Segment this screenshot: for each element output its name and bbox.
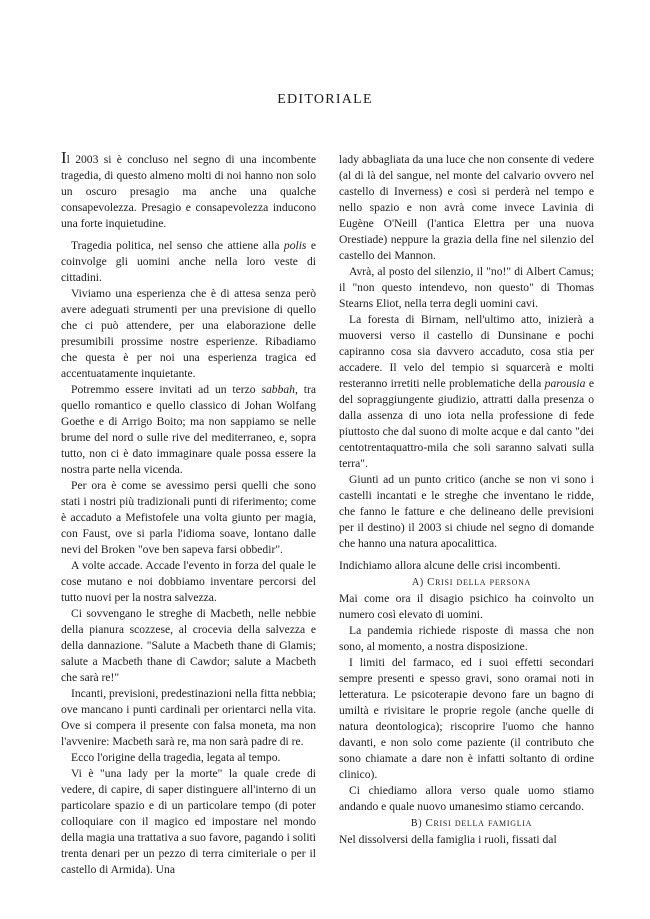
paragraph: Incanti, previsioni, predestinazioni nella fitta nebbia; ove mancano i punti cardinali per orientarci nella vita. Ove si compera il presente con falsa moneta, ma non l'avvenire: Macbeth sarà re, ma non sarà padre di re.: [61, 687, 316, 748]
paragraph: Viviamo una esperienza che è di attesa senza però avere adeguati strumenti per una previsione di quello che ci può attendere, per una elaborazione delle presumibili prossime nostre esperienze. Ribadiamo che questa è per noi una esperienza tragica ed accentuatamente inquietante.: [61, 287, 316, 380]
paragraph: I limiti del farmaco, ed i suoi effetti secondari sempre presenti e spesso gravi, sono oramai noti in letteratura. Le psicoterapie devono fare un bagno di umiltà e rivisitare le proprie regole (anche quelle di natura deontologica); riscoprire l'uomo che hanno davanti, e non solo come paziente (il contributo che sono chiamate a dare non è infatti soltanto di ordine clinico).: [339, 656, 594, 781]
paragraph: Ecco l'origine della tragedia, legata al tempo.: [71, 751, 281, 764]
paragraph: Per ora è come se avessimo persi quelli che sono stati i nostri più tradizionali punti di riferimento; come è accaduto a Mefistofele una volta giunto per magia, con Faust, ove si parla l'idioma soave, lontano dalle nevi del Broken "ove ben sapeva farsi obbedir".: [61, 479, 316, 556]
paragraph: [61, 148, 316, 232]
paragraph-text: e del sopraggiungente giudizio, attratti dalla presenza o dalla assenza di uno iota nella professione di fede piuttosto che dal suono di molte acque e dal canto "dei centotrentaquattro-mila che soli saranno salvati sulla terra".: [339, 377, 595, 470]
paragraph: Avrà, al posto del silenzio, il "no!" di Albert Camus; il "non questo intendevo, non questo" di Thomas Stearns Eliot, nella terra degli uomini cavi.: [339, 265, 594, 310]
section-title: Crisi della famiglia: [425, 817, 533, 829]
paragraph: [339, 312, 594, 472]
paragraph-text: Potremmo essere invitati ad un terzo: [71, 383, 262, 396]
drop-cap: I: [61, 148, 67, 167]
right-column: [339, 152, 594, 848]
italic-term: parousia: [544, 377, 586, 390]
paragraph: Mai come ora il disagio psichico ha coinvolto un numero così elevato di uomini.: [339, 592, 594, 621]
paragraph: La pandemia richiede risposte di massa che non sono, al momento, a nostra disposizione.: [339, 624, 594, 653]
section-title: Crisi della persona: [427, 576, 532, 588]
paragraph: Ci sovvengano le streghe di Macbeth, nelle nebbie della pianura scozzese, al crocevia della salvezza e della dannazione. "Salute a Macbeth thane di Glamis; salute a Macbeth thane di Cawdor; salute a Macbeth che sarà re!": [61, 607, 316, 684]
paragraph: Giunti ad un punto critico (anche se non vi sono i castelli incantati e le streghe che inventano le ridde, che fanno le fatture e che delineano delle previsioni per il destino) il 2003 si chiude nel segno di domande che hanno una natura apocalittica.: [339, 473, 594, 550]
paragraph: A volte accade. Accade l'evento in forza del quale le cose mutano e noi dobbiamo inventare percorsi del tutto nuovi per la nostra salvezza.: [61, 559, 316, 604]
italic-term: sabbah: [261, 383, 295, 396]
paragraph: [61, 382, 316, 478]
paragraph-text: Tragedia politica, nel senso che attiene alla: [71, 239, 284, 252]
italic-term: polis: [283, 239, 307, 252]
left-column: [61, 148, 316, 878]
paragraph: Ci chiediamo allora verso quale uomo stiamo andando e quale nuovo umanesimo stiamo cercando.: [339, 784, 594, 813]
paragraph-text: , tra quello romantico e quello classico di Johan Wolfang Goethe e di Arrigo Boito; ma non sappiamo se nelle brume del nord o sulle rive del mediterraneo, e, sopra tutto, non ci è dato immaginare quale possa essere la nostra parte nella vicenda.: [61, 383, 316, 476]
section-heading-b: [339, 815, 594, 832]
paragraph: lady abbagliata da una luce che non consente di vedere (al di là del sangue, nel monte del calvario ovvero nel castello di Inverness) e così si perderà nel tempo e nello spazio e non avrà come invece Lavinia di Eugène O'Neill (l'antica Elettra per una nuova Orestiade) neppure la grazia della fine nel silenzio del castello dei Mannon.: [339, 153, 594, 262]
paragraph-text: e coinvolge gli uomini anche nella loro veste di cittadini.: [61, 239, 316, 284]
paragraph: Nel dissolversi della famiglia i ruoli, fissati dal: [339, 833, 557, 846]
paragraph-text: La foresta di Birnam, nell'ultimo atto, inizierà a muoversi verso il castello di Dunsinane e pochi capiranno cosa sia davvero accaduto, cosa stia per accadere. Il velo del tempio si squarcerà e molti resteranno irretiti nelle problematiche della: [339, 313, 594, 390]
page-title: EDITORIALE: [277, 92, 373, 107]
paragraph: Vi è "una lady per la morte" la quale crede di vedere, di capire, di saper distinguere all'interno di un particolare spazio e di un particolare tempo (di poter colloquiare con il magico ed impostare nel mondo della magia una trattativa a suo favore, pagando i soliti trenta denari per un pezzo di terra cimiteriale o per il castello di Armida). Una: [61, 767, 316, 876]
section-heading-a: [339, 574, 594, 591]
paragraph-text: l 2003 si è concluso nel segno di una incombente tragedia, di questo almeno molti di noi hanno non solo un oscuro presagio ma anche una qualche consapevolezza. Presagio e consapevolezza inducono una forte inquietudine.: [61, 153, 316, 230]
paragraph: Indichiamo allora alcune delle crisi incombenti.: [339, 559, 561, 572]
section-letter: A): [411, 577, 424, 588]
section-letter: B): [410, 818, 423, 829]
paragraph: [61, 238, 316, 286]
